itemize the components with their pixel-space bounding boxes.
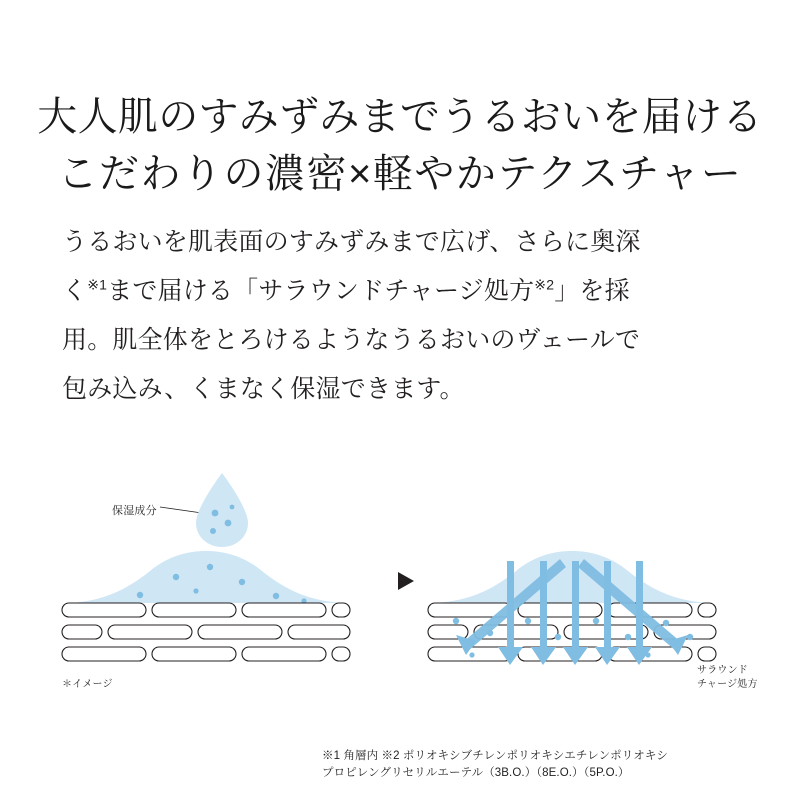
footnote-marker-1: ※1 xyxy=(87,276,108,293)
footnote-line-2: プロピレングリセリルエーテル（3B.O.）（8E.O.）（5P.O.） xyxy=(322,767,630,780)
page-title xyxy=(0,89,800,203)
moisture-mound-left xyxy=(62,551,350,604)
label-surround-charge-line-1: サラウンド xyxy=(697,665,748,676)
footnote-line-1: ※1 角層内 ※2 ポリオキシブチレンポリオキシエチレンポリオキシ xyxy=(322,750,668,762)
headline-line-2: こだわりの濃密×軽やかテクスチャー xyxy=(57,151,743,196)
label-moisturizing-ingredient: 保湿成分 xyxy=(112,505,157,517)
right-panel xyxy=(428,551,716,665)
diagram-svg xyxy=(0,455,800,715)
label-image-disclaimer: ＊イメージ xyxy=(62,679,113,690)
body-line-4: 包み込み、くまなく保湿できます。 xyxy=(62,375,465,403)
body-line-2-part-c: 」を採 xyxy=(554,277,630,305)
stratum-corneum-left xyxy=(62,603,350,661)
body-line-3: 用。肌全体をとろけるようなうるおいのヴェールで xyxy=(62,326,641,354)
body-line-1: うるおいを肌表面のすみずみまで広げ、さらに奥深 xyxy=(62,228,641,256)
body-line-2 xyxy=(62,267,752,316)
play-triangle-icon xyxy=(398,572,414,590)
body-line-2-part-b: まで届ける「サラウンドチャージ処方 xyxy=(107,277,535,305)
footnotes xyxy=(322,748,792,783)
left-panel xyxy=(62,473,350,661)
headline-line-1: 大人肌のすみずみまでうるおいを届ける xyxy=(37,94,763,139)
droplet-icon xyxy=(196,473,248,547)
leader-line xyxy=(160,507,202,513)
body-copy xyxy=(62,218,752,414)
label-surround-charge xyxy=(697,664,758,691)
skin-hydration-diagram xyxy=(0,455,800,715)
penetration-arrows xyxy=(456,559,688,665)
label-surround-charge-line-2: チャージ処方 xyxy=(697,678,758,690)
body-line-2-part-a: く xyxy=(62,277,88,305)
footnote-marker-2: ※2 xyxy=(534,276,555,293)
